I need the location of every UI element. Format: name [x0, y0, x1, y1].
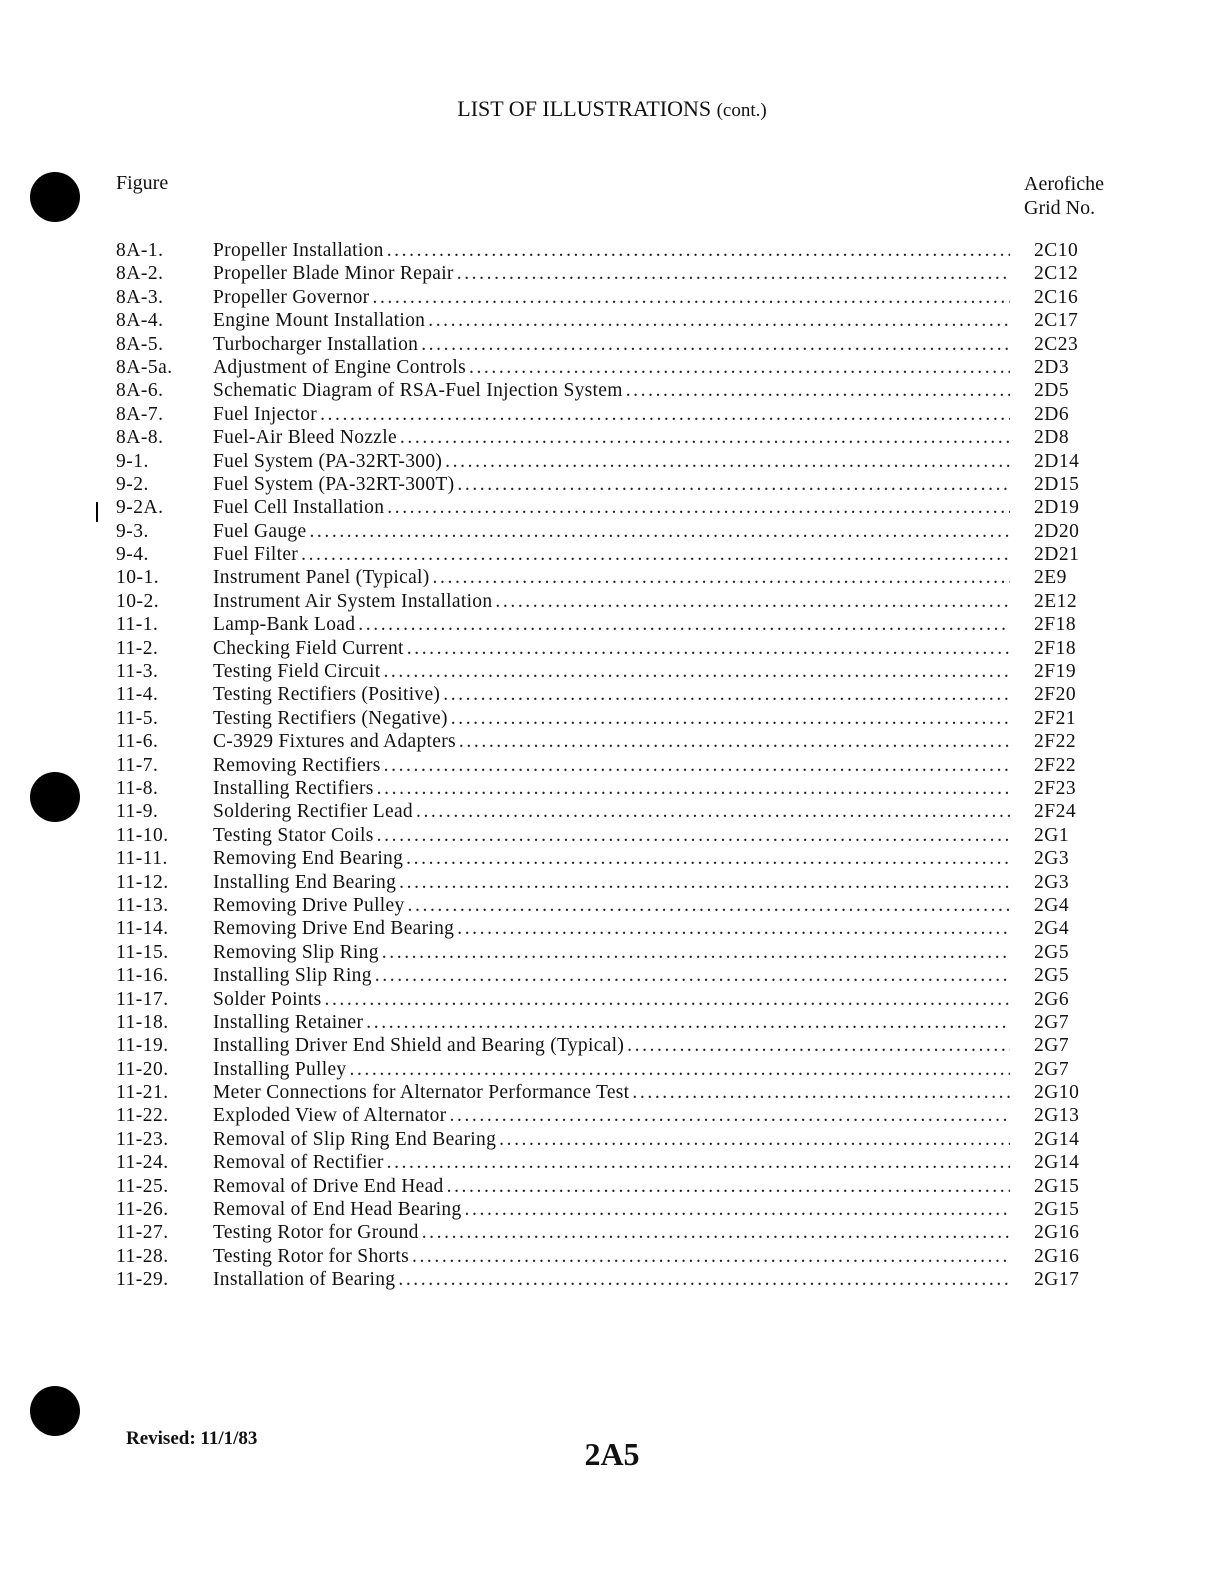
- dot-leader: [366, 1012, 1010, 1034]
- dot-leader: [459, 731, 1010, 753]
- dot-leader: [428, 310, 1010, 332]
- figure-column-header: Figure: [116, 172, 169, 194]
- figure-number: 11-29.: [116, 1269, 169, 1291]
- grid-number: 2G16: [1034, 1245, 1080, 1267]
- list-item: [0, 895, 1224, 918]
- list-item: [0, 334, 1224, 357]
- grid-number: 2C12: [1034, 263, 1079, 285]
- grid-column-header: [1024, 172, 1104, 220]
- grid-number: 2G7: [1034, 1011, 1070, 1033]
- figure-title: Removing Rectifiers: [213, 754, 381, 776]
- figure-title: Adjustment of Engine Controls: [213, 356, 466, 378]
- grid-number: 2C16: [1034, 286, 1079, 308]
- dot-leader: [301, 544, 1010, 566]
- figure-title-leader: [213, 895, 1010, 917]
- dot-leader: [469, 357, 1010, 379]
- grid-number: 2G6: [1034, 988, 1070, 1010]
- figure-number: 8A-4.: [116, 310, 164, 332]
- grid-number: 2D15: [1034, 473, 1080, 495]
- dot-leader: [377, 825, 1010, 847]
- figure-title: Propeller Governor: [213, 286, 370, 308]
- figure-title-leader: [213, 848, 1010, 870]
- list-item: [0, 451, 1224, 474]
- dot-leader: [433, 567, 1010, 589]
- figure-title-leader: [213, 1269, 1010, 1291]
- figure-title: Removing End Bearing: [213, 848, 404, 870]
- figure-title: Fuel Gauge: [213, 520, 307, 542]
- dot-leader: [309, 521, 1010, 543]
- figure-title-leader: [213, 591, 1010, 613]
- list-item: [0, 1246, 1224, 1269]
- dot-leader: [457, 263, 1010, 285]
- figure-title-leader: [213, 1246, 1010, 1268]
- figure-title: Fuel-Air Bleed Nozzle: [213, 427, 397, 449]
- figure-title: Testing Rotor for Shorts: [213, 1245, 409, 1267]
- figure-number: 9-2A.: [116, 497, 164, 519]
- figure-number: 9-3.: [116, 520, 149, 542]
- grid-number: 2G1: [1034, 824, 1070, 846]
- grid-number: 2D14: [1034, 450, 1080, 472]
- list-item: [0, 1152, 1224, 1175]
- list-item: [0, 310, 1224, 333]
- list-item: [0, 474, 1224, 497]
- list-item: [0, 1105, 1224, 1128]
- list-item: [0, 755, 1224, 778]
- figure-title-leader: [213, 638, 1010, 660]
- figure-title-leader: [213, 942, 1010, 964]
- figure-number: 11-22.: [116, 1105, 169, 1127]
- dot-leader: [457, 918, 1010, 940]
- figure-number: 11-6.: [116, 731, 159, 753]
- list-item: [0, 521, 1224, 544]
- figure-title: Installing End Bearing: [213, 871, 397, 893]
- list-item: [0, 497, 1224, 520]
- list-item: [0, 801, 1224, 824]
- dot-leader: [451, 708, 1010, 730]
- grid-number: 2G4: [1034, 918, 1070, 940]
- figure-title-leader: [213, 1199, 1010, 1221]
- list-item: [0, 684, 1224, 707]
- grid-number: 2G13: [1034, 1105, 1080, 1127]
- figure-title-leader: [213, 755, 1010, 777]
- revised-date: Revised: 11/1/83: [126, 1428, 258, 1449]
- figure-title: Removal of Rectifier: [213, 1152, 384, 1174]
- figure-number: 10-1.: [116, 567, 160, 589]
- grid-number: 2G5: [1034, 965, 1070, 987]
- list-item: [0, 1199, 1224, 1222]
- list-item: [0, 638, 1224, 661]
- list-item: [0, 918, 1224, 941]
- list-item: [0, 1176, 1224, 1199]
- dot-leader: [384, 755, 1010, 777]
- figure-title: Fuel Cell Installation: [213, 497, 385, 519]
- list-item: [0, 591, 1224, 614]
- figure-number: 11-13.: [116, 894, 169, 916]
- figure-title-leader: [213, 872, 1010, 894]
- figure-title: Schematic Diagram of RSA-Fuel Injection System: [213, 380, 623, 402]
- figure-title-leader: [213, 1222, 1010, 1244]
- figure-title-leader: [213, 474, 1010, 496]
- grid-number: 2D6: [1034, 403, 1070, 425]
- grid-number: 2D21: [1034, 544, 1080, 566]
- figure-number: 11-28.: [116, 1245, 169, 1267]
- figure-title: Installing Slip Ring: [213, 965, 372, 987]
- figure-title-leader: [213, 825, 1010, 847]
- figure-title: Soldering Rectifier Lead: [213, 801, 413, 823]
- dot-leader: [398, 1269, 1010, 1291]
- dot-leader: [447, 1176, 1010, 1198]
- figure-title: Removal of End Head Bearing: [213, 1199, 462, 1221]
- dot-leader: [465, 1199, 1010, 1221]
- figure-title: Lamp-Bank Load: [213, 614, 356, 636]
- list-item: [0, 544, 1224, 567]
- figure-title-leader: [213, 451, 1010, 473]
- grid-number: 2D5: [1034, 380, 1070, 402]
- figure-title-leader: [213, 263, 1010, 285]
- list-item: [0, 989, 1224, 1012]
- list-item: [0, 1082, 1224, 1105]
- figure-number: 11-4.: [116, 684, 159, 706]
- grid-number: 2F18: [1034, 614, 1077, 636]
- figure-number: 11-2.: [116, 637, 159, 659]
- grid-number: 2G7: [1034, 1058, 1070, 1080]
- figure-title: Checking Field Current: [213, 637, 404, 659]
- figure-title: Engine Mount Installation: [213, 310, 426, 332]
- list-item: [0, 263, 1224, 286]
- figure-title: Removal of Slip Ring End Bearing: [213, 1128, 497, 1150]
- dot-leader: [627, 1035, 1010, 1057]
- figure-title-leader: [213, 661, 1010, 683]
- grid-number: 2G17: [1034, 1269, 1080, 1291]
- dot-leader: [382, 942, 1010, 964]
- list-item: [0, 1269, 1224, 1292]
- figure-title-leader: [213, 287, 1010, 309]
- grid-number: 2G15: [1034, 1199, 1080, 1221]
- figure-number: 8A-7.: [116, 403, 164, 425]
- figure-title: Exploded View of Alternator: [213, 1105, 447, 1127]
- figure-number: 9-2.: [116, 473, 149, 495]
- dot-leader: [406, 848, 1010, 870]
- grid-number: 2G3: [1034, 871, 1070, 893]
- grid-number: 2G4: [1034, 894, 1070, 916]
- dot-leader: [416, 801, 1010, 823]
- figure-title-leader: [213, 1152, 1010, 1174]
- figure-number: 8A-1.: [116, 240, 164, 261]
- figure-title-leader: [213, 731, 1010, 753]
- grid-number: 2D20: [1034, 520, 1080, 542]
- grid-number: 2G7: [1034, 1035, 1070, 1057]
- figure-number: 11-12.: [116, 871, 169, 893]
- dot-leader: [407, 638, 1010, 660]
- figure-title: Instrument Air System Installation: [213, 590, 493, 612]
- figure-title-leader: [213, 380, 1010, 402]
- figure-number: 8A-8.: [116, 427, 164, 449]
- figure-title: Removing Slip Ring: [213, 941, 379, 963]
- figure-title: Fuel System (PA-32RT-300): [213, 450, 443, 472]
- page-number: 2A5: [584, 1436, 640, 1472]
- list-item: [0, 661, 1224, 684]
- list-item: [0, 567, 1224, 590]
- grid-number: 2E12: [1034, 590, 1078, 612]
- figure-title-leader: [213, 334, 1010, 356]
- figure-number: 11-20.: [116, 1058, 169, 1080]
- figure-title: Installation of Bearing: [213, 1269, 396, 1291]
- figure-title-leader: [213, 1012, 1010, 1034]
- dot-leader: [320, 404, 1010, 426]
- grid-number: 2G16: [1034, 1222, 1080, 1244]
- dot-leader: [495, 591, 1010, 613]
- figure-title-leader: [213, 684, 1010, 706]
- grid-number: 2F18: [1034, 637, 1077, 659]
- figure-title-leader: [213, 427, 1010, 449]
- figure-title: Testing Field Circuit: [213, 661, 381, 683]
- list-item: [0, 942, 1224, 965]
- list-item: [0, 778, 1224, 801]
- dot-leader: [372, 287, 1010, 309]
- list-item: [0, 427, 1224, 450]
- figure-number: 9-1.: [116, 450, 149, 472]
- list-item: [0, 1059, 1224, 1082]
- illustrations-list: [0, 240, 1224, 1293]
- figure-number: 11-14.: [116, 918, 169, 940]
- figure-number: 11-10.: [116, 824, 169, 846]
- figure-title-leader: [213, 1035, 1010, 1057]
- figure-title: Testing Rotor for Ground: [213, 1222, 419, 1244]
- dot-leader: [626, 380, 1010, 402]
- figure-number: 11-7.: [116, 754, 159, 776]
- figure-number: 11-8.: [116, 777, 159, 799]
- dot-leader: [421, 334, 1010, 356]
- grid-number: 2F24: [1034, 801, 1077, 823]
- figure-title-leader: [213, 497, 1010, 519]
- figure-title-leader: [213, 989, 1010, 1011]
- grid-number: 2F22: [1034, 754, 1077, 776]
- figure-title-leader: [213, 404, 1010, 426]
- figure-title-leader: [213, 521, 1010, 543]
- list-item: [0, 240, 1224, 263]
- figure-title-leader: [213, 544, 1010, 566]
- grid-number: 2G3: [1034, 848, 1070, 870]
- list-item: [0, 825, 1224, 848]
- dot-leader: [387, 1152, 1010, 1174]
- dot-leader: [383, 661, 1010, 683]
- list-item: [0, 287, 1224, 310]
- list-item: [0, 357, 1224, 380]
- list-item: [0, 708, 1224, 731]
- figure-number: 8A-5a.: [116, 356, 173, 378]
- dot-leader: [632, 1082, 1010, 1104]
- list-item: [0, 965, 1224, 988]
- grid-number: 2G14: [1034, 1152, 1080, 1174]
- figure-number: 8A-6.: [116, 380, 164, 402]
- figure-number: 11-16.: [116, 965, 169, 987]
- figure-title: Fuel Injector: [213, 403, 318, 425]
- dot-leader: [324, 989, 1010, 1011]
- figure-number: 11-23.: [116, 1128, 169, 1150]
- figure-title: Removal of Drive End Head: [213, 1175, 444, 1197]
- figure-title: Removing Drive End Bearing: [213, 918, 455, 940]
- figure-number: 11-5.: [116, 707, 159, 729]
- figure-title-leader: [213, 708, 1010, 730]
- figure-title: Testing Rectifiers (Positive): [213, 684, 441, 706]
- figure-number: 11-19.: [116, 1035, 169, 1057]
- page-title-text: LIST OF ILLUSTRATIONS: [457, 96, 712, 121]
- figure-number: 11-21.: [116, 1082, 169, 1104]
- figure-title-leader: [213, 778, 1010, 800]
- grid-number: 2D8: [1034, 427, 1070, 449]
- figure-title-leader: [213, 1105, 1010, 1127]
- dot-leader: [400, 427, 1010, 449]
- dot-leader: [377, 778, 1010, 800]
- figure-title: Installing Pulley: [213, 1058, 347, 1080]
- dot-leader: [358, 614, 1010, 636]
- figure-title: Meter Connections for Alternator Performance Test: [213, 1082, 630, 1104]
- dot-leader: [457, 474, 1010, 496]
- list-item: [0, 731, 1224, 754]
- dot-leader: [445, 451, 1010, 473]
- grid-number: 2E9: [1034, 567, 1067, 589]
- figure-number: 11-25.: [116, 1175, 169, 1197]
- figure-title: Installing Retainer: [213, 1011, 364, 1033]
- figure-title: Installing Driver End Shield and Bearing (Typical): [213, 1035, 625, 1057]
- figure-title-leader: [213, 614, 1010, 636]
- grid-number: 2F19: [1034, 661, 1077, 683]
- grid-number: 2G5: [1034, 941, 1070, 963]
- dot-leader: [387, 240, 1010, 262]
- grid-number: 2D3: [1034, 356, 1070, 378]
- figure-title-leader: [213, 567, 1010, 589]
- figure-number: 11-27.: [116, 1222, 169, 1244]
- figure-number: 11-3.: [116, 661, 159, 683]
- figure-title-leader: [213, 965, 1010, 987]
- figure-number: 11-17.: [116, 988, 169, 1010]
- dot-leader: [412, 1246, 1010, 1268]
- list-item: [0, 614, 1224, 637]
- figure-title: Installing Rectifiers: [213, 777, 374, 799]
- figure-number: 10-2.: [116, 590, 160, 612]
- figure-title: Solder Points: [213, 988, 322, 1010]
- list-item: [0, 1035, 1224, 1058]
- figure-number: 11-1.: [116, 614, 159, 636]
- page-title-suffix: (cont.): [716, 100, 767, 121]
- figure-number: 11-11.: [116, 848, 168, 870]
- figure-title: Testing Stator Coils: [213, 824, 374, 846]
- figure-number: 8A-2.: [116, 263, 164, 285]
- list-item: [0, 380, 1224, 403]
- figure-title: Turbocharger Installation: [213, 333, 419, 355]
- figure-title: Fuel Filter: [213, 544, 299, 566]
- figure-title: Fuel System (PA-32RT-300T): [213, 473, 455, 495]
- binder-hole-bottom: [30, 1386, 80, 1436]
- figure-title: Instrument Panel (Typical): [213, 567, 430, 589]
- dot-leader: [443, 684, 1010, 706]
- figure-title-leader: [213, 801, 1010, 823]
- dot-leader: [399, 872, 1010, 894]
- dot-leader: [375, 965, 1010, 987]
- dot-leader: [422, 1222, 1010, 1244]
- list-item: [0, 1012, 1224, 1035]
- list-item: [0, 404, 1224, 427]
- grid-number: 2F22: [1034, 731, 1077, 753]
- grid-number: 2D19: [1034, 497, 1080, 519]
- list-item: [0, 872, 1224, 895]
- grid-number: 2C17: [1034, 310, 1079, 332]
- figure-number: 9-4.: [116, 544, 149, 566]
- grid-number: 2F20: [1034, 684, 1077, 706]
- list-item: [0, 848, 1224, 871]
- list-item: [0, 1129, 1224, 1152]
- figure-title-leader: [213, 918, 1010, 940]
- figure-number: 11-9.: [116, 801, 159, 823]
- figure-number: 11-26.: [116, 1199, 169, 1221]
- figure-title-leader: [213, 310, 1010, 332]
- figure-title: Removing Drive Pulley: [213, 894, 405, 916]
- list-item: [0, 1222, 1224, 1245]
- grid-header-line2: Grid No.: [1024, 197, 1096, 219]
- grid-number: 2G14: [1034, 1128, 1080, 1150]
- figure-title-leader: [213, 1129, 1010, 1151]
- figure-number: 11-18.: [116, 1011, 169, 1033]
- figure-number: 11-15.: [116, 941, 169, 963]
- binder-hole-top: [30, 172, 80, 222]
- grid-number: 2F21: [1034, 707, 1077, 729]
- dot-leader: [449, 1105, 1010, 1127]
- grid-number: 2F23: [1034, 777, 1077, 799]
- figure-title-leader: [213, 1082, 1010, 1104]
- figure-title: Propeller Installation: [213, 240, 384, 261]
- figure-title-leader: [213, 1059, 1010, 1081]
- figure-number: 8A-5.: [116, 333, 164, 355]
- grid-header-line1: Aerofiche: [1024, 173, 1104, 195]
- dot-leader: [499, 1129, 1010, 1151]
- figure-number: 11-24.: [116, 1152, 169, 1174]
- figure-title-leader: [213, 240, 1010, 262]
- dot-leader: [349, 1059, 1010, 1081]
- figure-title: C-3929 Fixtures and Adapters: [213, 731, 456, 753]
- grid-number: 2C23: [1034, 333, 1079, 355]
- grid-number: 2G15: [1034, 1175, 1080, 1197]
- figure-title: Propeller Blade Minor Repair: [213, 263, 454, 285]
- grid-number: 2G10: [1034, 1082, 1080, 1104]
- dot-leader: [387, 497, 1010, 519]
- figure-title-leader: [213, 1176, 1010, 1198]
- page-title: [0, 96, 1224, 122]
- dot-leader: [408, 895, 1010, 917]
- figure-title: Testing Rectifiers (Negative): [213, 707, 448, 729]
- figure-title-leader: [213, 357, 1010, 379]
- figure-number: 8A-3.: [116, 286, 164, 308]
- grid-number: 2C10: [1034, 240, 1079, 261]
